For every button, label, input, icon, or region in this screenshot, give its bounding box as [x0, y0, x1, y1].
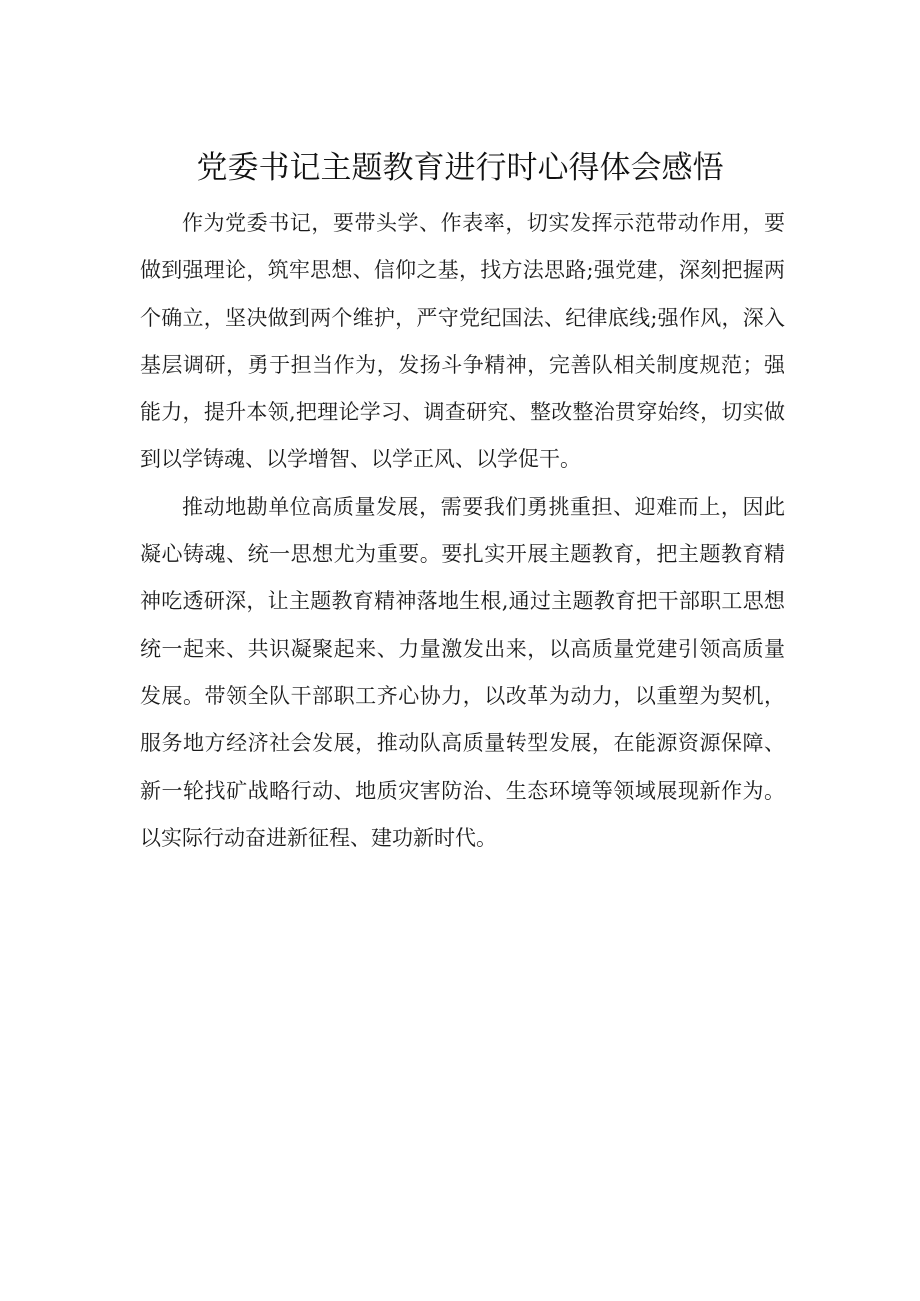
document-body: [140, 200, 785, 862]
paragraph-2: 推动地勘单位高质量发展，需要我们勇挑重担、迎难而上，因此凝心铸魂、统一思想尤为重要。要扎实开展主题教育，把主题教育精神吃透研深，让主题教育精神落地生根,通过主题教育把干部职工思想统一起来、共识凝聚起来、力量激发出来，以高质量党建引领高质量发展。带领全队干部职工齐心协力，以改革为动力，以重塑为契机，服务地方经济社会发展，推动队高质量转型发展，在能源资源保障、新一轮找矿战略行动、地质灾害防治、生态环境等领域展现新作为。以实际行动奋进新征程、建功新时代。: [140, 494, 785, 850]
document-title: 党委书记主题教育进行时心得体会感悟: [196, 150, 724, 186]
paragraph-1: 作为党委书记，要带头学、作表率，切实发挥示范带动作用，要做到强理论，筑牢思想、信仰之基，找方法思路;强党建，深刻把握两个确立，坚决做到两个维护，严守党纪国法、纪律底线;强作风，深入基层调研，勇于担当作为，发扬斗争精神，完善队相关制度规范；强能力，提升本领,把理论学习、调查研究、整改整治贯穿始终，切实做到以学铸魂、以学增智、以学正风、以学促干。: [140, 211, 785, 472]
